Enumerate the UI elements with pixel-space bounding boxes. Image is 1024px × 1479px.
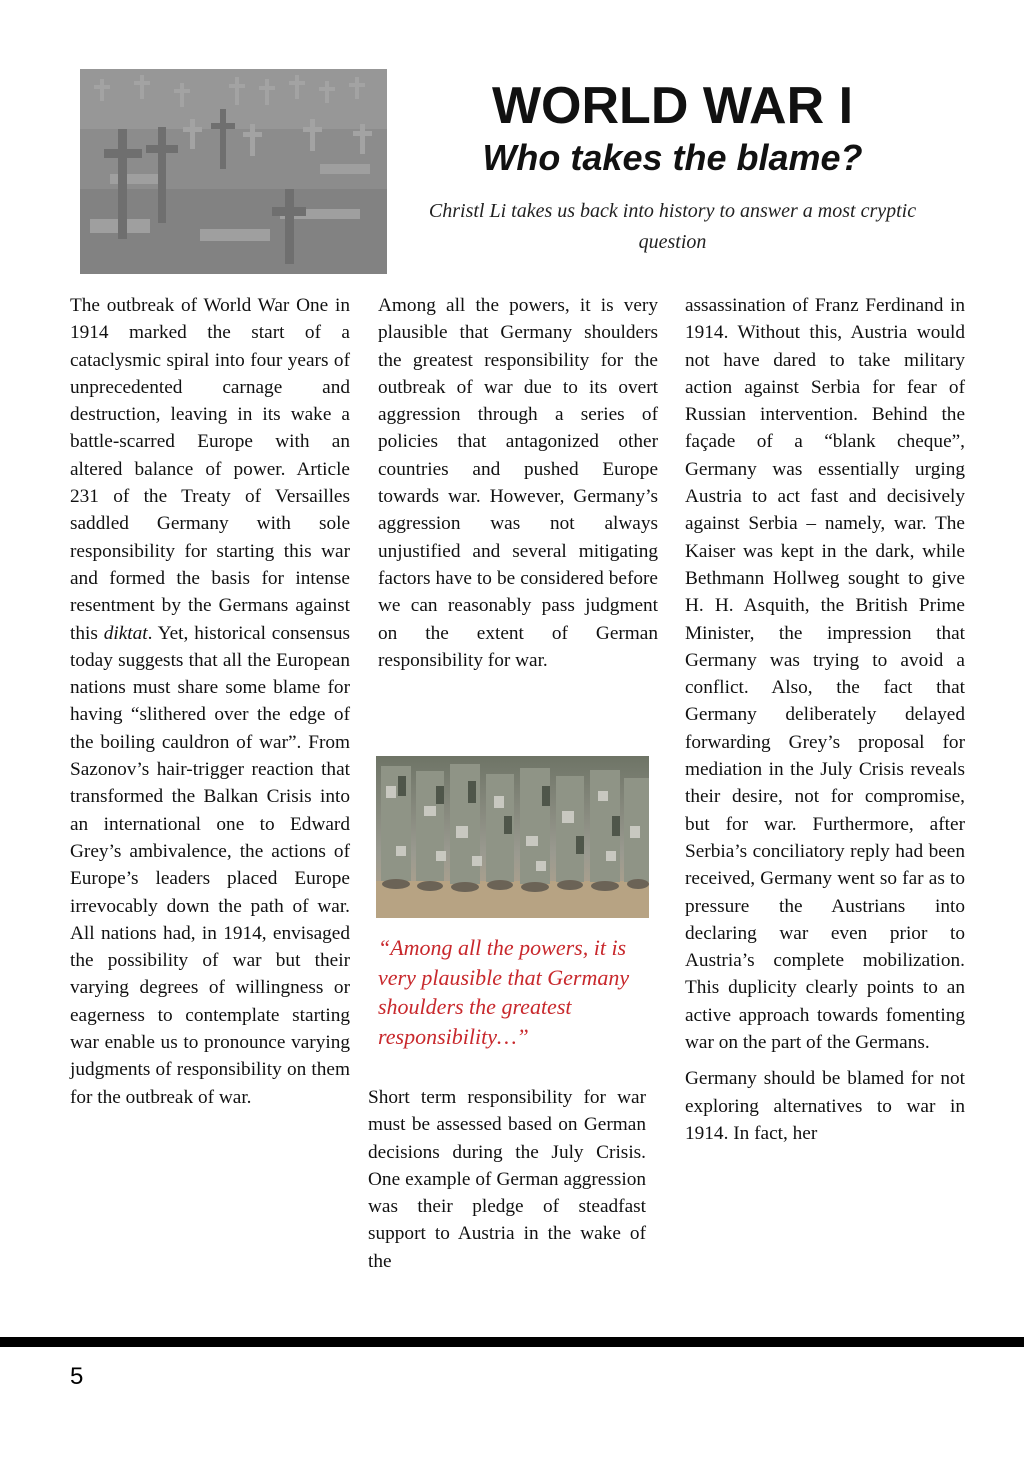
- body-text: The outbreak of World War One in 1914 marked the start of a cataclysmic spiral into four years of unprecedented carnage and destruction, leaving in its wake a battle-scarred Europe with an altered balance of power. Article 231 of the Treaty of Versailles saddled Germany with sole responsibility for starting this war and formed the basis for intense resentment by the Germans against this: [70, 295, 350, 644]
- article-header: [420, 76, 925, 258]
- body-text: . Yet, historical consensus today suggests that all the European nations must share some blame for having “slithered over the edge of the boiling cauldron of war”. From Sazonov’s hair-trigger reaction that transformed the Balkan Crisis into an international one to Edward Grey’s ambivalence, the actions of Europe’s leaders placed Europe irrevocably down the path of war. All nations had, in 1914, envisaged the possibility of war but their varying degrees of willingness or eagerness to contemplate starting war enable us to pronounce varying judgments of responsibility on them for the outbreak of war.: [70, 622, 350, 1108]
- article-column-1: [70, 292, 350, 1111]
- pull-quote: “Among all the powers, it is very plausible that Germany shoulders the greatest responsibility…”: [378, 935, 630, 1049]
- article-column-2-bottom: [368, 1084, 646, 1275]
- body-paragraph: assassination of Franz Ferdinand in 1914. Without this, Austria would not have dared to take military action against Serbia for fear of Russian intervention. Behind the façade of a “blank cheque”, Germany was essentially urging Austria to act fast and decisively against Serbia – namely, war. The Kaiser was kept in the dark, while Bethmann Hollweg sought to give H. H. Asquith, the British Prime Minister, the impression that Germany was trying to avoid a conflict. Also, the fact that Germany deliberately delayed forwarding Grey’s proposal for mediation in the July Crisis reveals their desire, not for compromise, but for war. Furthermore, after Serbia’s conciliatory reply had been received, Germany went so far as to pressure the Austrians into declaring war even prior to Austria’s complete mobilization. This duplicity clearly points to an active approach towards fomenting war on the part of the Germans.: [685, 295, 965, 1054]
- marching-soldiers-photo: [376, 756, 649, 918]
- body-paragraph: Short term responsibility for war must be assessed based on German decisions during the July Crisis. One example of German aggression was their pledge of steadfast support to Austria in the wake of the: [368, 1087, 646, 1272]
- emphasis-text: diktat: [103, 622, 148, 644]
- footer-rule: [0, 1337, 1024, 1347]
- body-paragraph: [70, 292, 350, 1111]
- article-title: WORLD WAR I: [491, 77, 854, 135]
- article-subtitle: Who takes the blame?: [482, 137, 863, 178]
- article-column-2-top: [378, 292, 658, 674]
- body-paragraph: Germany should be blamed for not exploring alternatives to war in 1914. In fact, her: [685, 1068, 965, 1144]
- cemetery-crosses-photo: [80, 69, 387, 274]
- article-column-3: [685, 292, 965, 1147]
- article-byline: Christl Li takes us back into history to answer a most cryptic question: [428, 200, 917, 253]
- page-number: 5: [70, 1363, 84, 1390]
- body-paragraph: Among all the powers, it is very plausible that Germany shoulders the greatest responsibility for the outbreak of war due to its overt aggression through a series of policies that antagonized other countries and pushed Europe towards war. However, Germany’s aggression was not always unjustified and several mitigating factors have to be considered before we can reasonably pass judgment on the extent of German responsibility for war.: [378, 295, 658, 671]
